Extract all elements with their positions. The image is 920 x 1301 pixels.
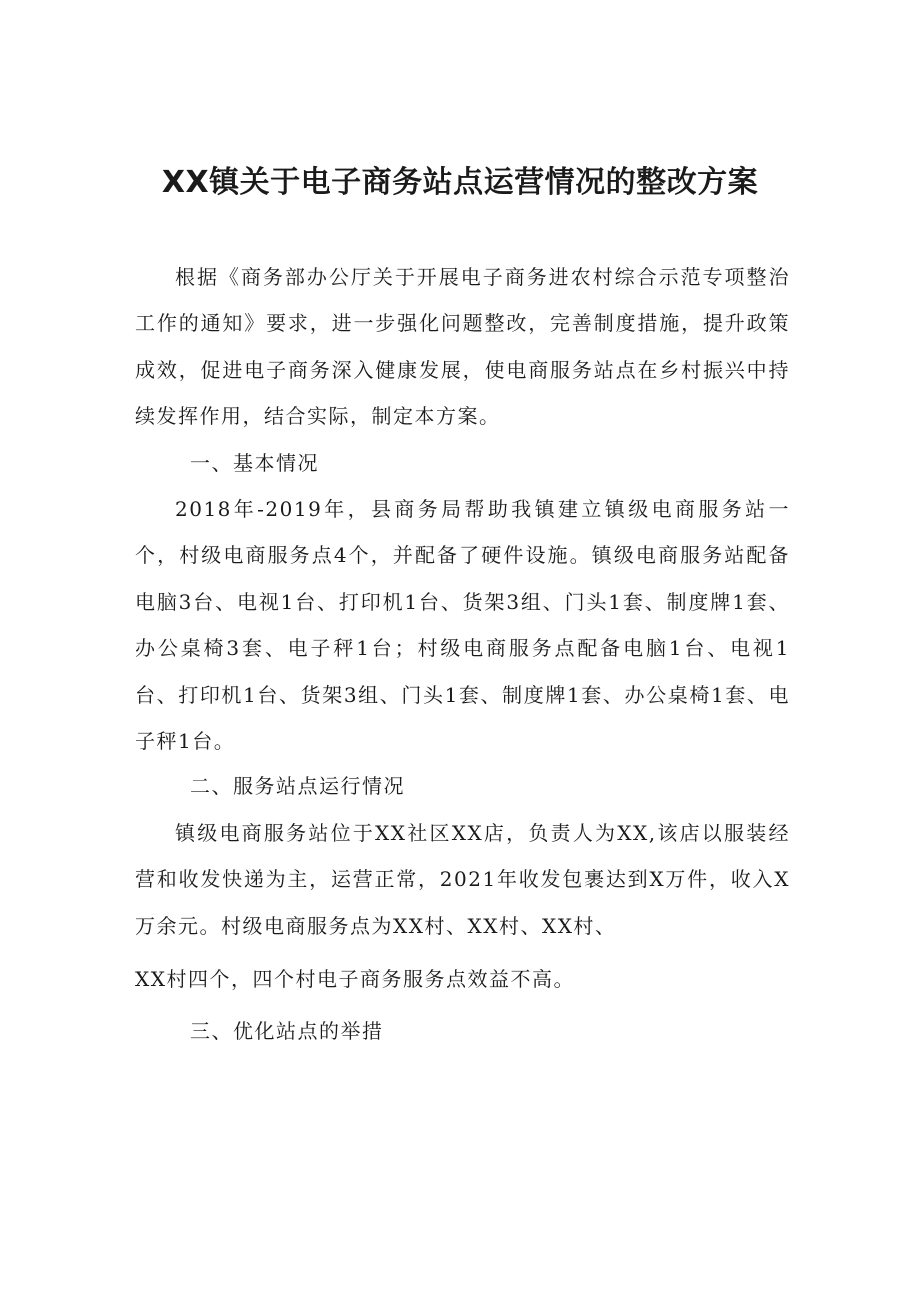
section-heading-basic-situation: 一、基本情况 (190, 451, 319, 475)
section-heading-optimization-measures: 三、优化站点的举措 (190, 1019, 384, 1043)
document-title: XX镇关于电子商务站点运营情况的整改方案 (161, 165, 759, 200)
section-body-basic-situation: 2018年-2019年，县商务局帮助我镇建立镇级电商服务站一个，村级电商服务点4个，并配备了硬件设施。镇级电商服务站配备电脑3台、电视1台、打印机1台、货架3组、门头1套、制度牌1套、办公桌椅3套、电子秤1台；村级电商服务点配备电脑1台、电视1台、打印机1台、货架3组、门头1套、制度牌1套、办公桌椅1套、电子秤1台。 (135, 497, 790, 754)
section-body-station-operation: 镇级电商服务站位于XX社区XX店，负责人为XX,该店以服装经营和收发快递为主，运营正常，2021年收发包裹达到X万件，收入X万余元。村级电商服务点为XX村、XX村、XX村、 (135, 821, 790, 938)
intro-paragraph: 根据《商务部办公厅关于开展电子商务进农村综合示范专项整治工作的通知》要求，进一步强化问题整改，完善制度措施，提升政策成效，促进电子商务深入健康发展，使电商服务站点在乡村振兴中持续发挥作用，结合实际，制定本方案。 (135, 265, 790, 429)
section-body-station-operation-continued: XX村四个，四个村电子商务服务点效益不高。 (135, 967, 575, 991)
section-heading-station-operation: 二、服务站点运行情况 (190, 774, 405, 798)
